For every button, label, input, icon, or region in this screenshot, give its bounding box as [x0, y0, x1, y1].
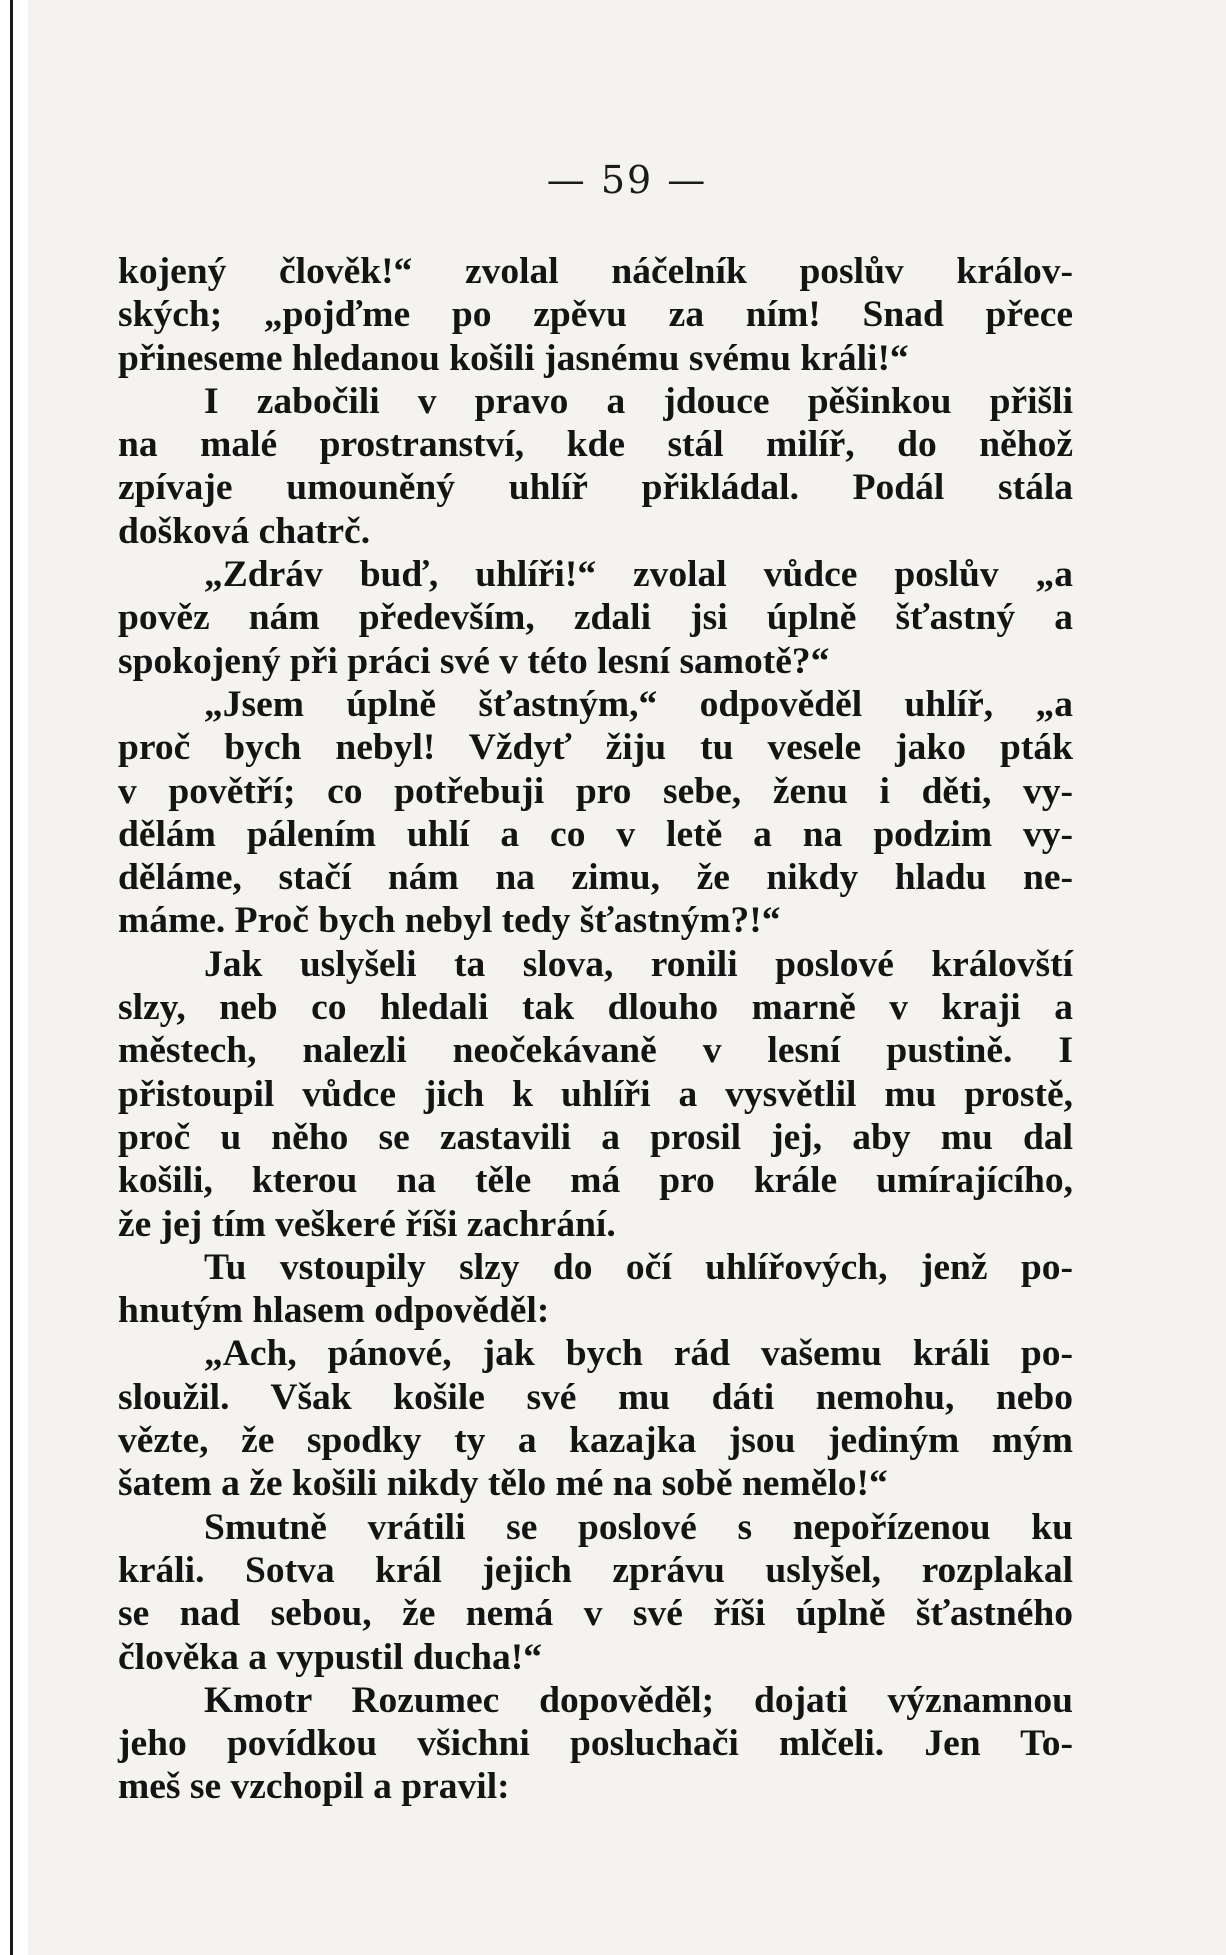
- text-line: králi. Sotva král jejich zprávu uslyšel, rozplakal: [118, 1549, 1073, 1591]
- text-line: pověz nám především, zdali jsi úplně šťastný a: [118, 597, 1073, 639]
- text-line: spokojený při práci své v této lesní samotě?“: [118, 640, 830, 682]
- text-line: „Zdráv buď, uhlíři!“ zvolal vůdce poslův „a: [204, 554, 1073, 596]
- text-line: v povětří; co potřebuji pro sebe, ženu i děti, vy-: [118, 770, 1073, 812]
- text-line: Smutně vrátili se poslové s nepořízenou ku: [204, 1506, 1073, 1548]
- body-text: [118, 250, 1073, 1809]
- text-line: dělám pálením uhlí a co v letě a na podzim vy-: [118, 813, 1073, 855]
- text-line: vězte, že spodky ty a kazajka jsou jediným mým: [118, 1420, 1073, 1462]
- text-line: slzy, neb co hledali tak dlouho marně v kraji a: [118, 987, 1073, 1029]
- text-line: že jej tím veškeré říši zachrání.: [118, 1203, 616, 1245]
- text-line: na malé prostranství, kde stál milíř, do něhož: [118, 424, 1073, 466]
- text-line: se nad sebou, že nemá v své říši úplně šťastného: [118, 1593, 1073, 1635]
- page-number: — 59 —: [546, 158, 708, 202]
- text-line: člověka a vypustil ducha!“: [118, 1636, 543, 1678]
- book-page: [28, 0, 1226, 1955]
- text-line: městech, nalezli neočekávaně v lesní pustině. I: [118, 1030, 1073, 1072]
- text-line: Kmotr Rozumec dopověděl; dojati významnou: [204, 1679, 1073, 1721]
- text-line: kojený člověk!“ zvolal náčelník poslův králov-: [118, 251, 1073, 292]
- text-line: ských; „pojďme po zpěvu za ním! Snad přece: [118, 294, 1073, 336]
- text-line: děláme, stačí nám na zimu, že nikdy hladu ne-: [118, 857, 1073, 899]
- text-line: Tu vstoupily slzy do očí uhlířových, jenž po-: [204, 1246, 1073, 1288]
- text-line: košili, kterou na těle má pro krále umírajícího,: [118, 1160, 1073, 1202]
- text-line: jeho povídkou všichni posluchači mlčeli. Jen To-: [118, 1723, 1073, 1765]
- scan-binding-edge: [10, 0, 13, 1955]
- text-line: přistoupil vůdce jich k uhlíři a vysvětlil mu prostě,: [118, 1073, 1073, 1115]
- text-line: zpívaje umouněný uhlíř přikládal. Podál stála: [118, 467, 1073, 509]
- text-line: „Ach, pánové, jak bych rád vašemu králi po-: [204, 1333, 1073, 1375]
- text-line: přineseme hledanou košili jasnému svému králi!“: [118, 337, 909, 379]
- text-line: proč u něho se zastavili a prosil jej, aby mu dal: [118, 1116, 1073, 1158]
- text-line: I zabočili v pravo a jdouce pěšinkou přišli: [204, 380, 1073, 422]
- text-line: sloužil. Však košile své mu dáti nemohu, nebo: [118, 1376, 1073, 1418]
- text-line: šatem a že košili nikdy tělo mé na sobě nemělo!“: [118, 1463, 888, 1505]
- text-line: došková chatrč.: [118, 510, 371, 552]
- text-line: „Jsem úplně šťastným,“ odpověděl uhlíř, „a: [204, 683, 1073, 725]
- text-line: Jak uslyšeli ta slova, ronili poslové královští: [204, 943, 1073, 985]
- text-line: meš se vzchopil a pravil:: [118, 1766, 510, 1808]
- text-line: proč bych nebyl! Vždyť žiju tu vesele jako pták: [118, 727, 1073, 769]
- text-line: hnutým hlasem odpověděl:: [118, 1290, 550, 1332]
- text-line: máme. Proč bych nebyl tedy šťastným?!“: [118, 900, 781, 942]
